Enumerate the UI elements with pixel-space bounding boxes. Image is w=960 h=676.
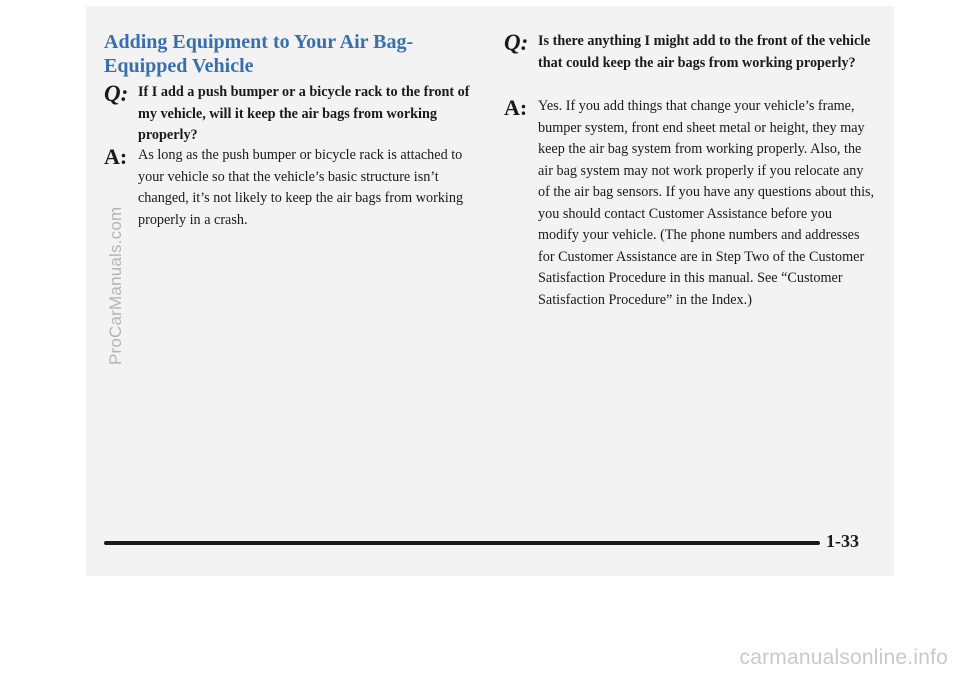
page-number: 1-33 bbox=[826, 531, 859, 551]
section-heading: Adding Equipment to Your Air Bag-Equipped Vehicle bbox=[104, 31, 414, 77]
question-1-mark: Q: bbox=[104, 81, 129, 106]
question-2-text: Is there anything I might add to the front of the vehicle that could keep the air bags from working properly? bbox=[538, 33, 871, 71]
question-1 bbox=[104, 82, 476, 147]
answer-2-mark: A: bbox=[504, 95, 528, 120]
question-2 bbox=[504, 31, 876, 74]
side-watermark: ProCarManuals.com bbox=[106, 206, 125, 366]
answer-1 bbox=[104, 145, 476, 231]
answer-1-text: As long as the push bumper or bicycle rack is attached to your vehicle so that the vehicle’s basic structure isn’t changed, it’s not likely to keep the air bags from working properly in a crash. bbox=[138, 147, 464, 228]
answer-2-text: Yes. If you add things that change your vehicle’s frame, bumper system, front end sheet metal or height, they may keep the air bag system from working properly. Also, the air bag system may not work properly if you relocate any of the air bag sensors. If you have any questions about this, you should contact Customer Assistance before you modify your vehicle. (The phone numbers and addresses for Customer Assistance are in Step Two of the Customer Satisfaction Procedure in this manual. See “Customer Satisfaction Procedure” in the Index.) bbox=[538, 98, 875, 308]
answer-1-mark: A: bbox=[104, 144, 128, 169]
question-2-mark: Q: bbox=[504, 30, 529, 55]
footer-watermark: carmanualsonline.info bbox=[739, 646, 948, 669]
question-1-text: If I add a push bumper or a bicycle rack to the front of my vehicle, will it keep the air bags from working properly? bbox=[138, 84, 470, 143]
answer-2 bbox=[504, 96, 876, 311]
footer-rule bbox=[104, 541, 820, 545]
